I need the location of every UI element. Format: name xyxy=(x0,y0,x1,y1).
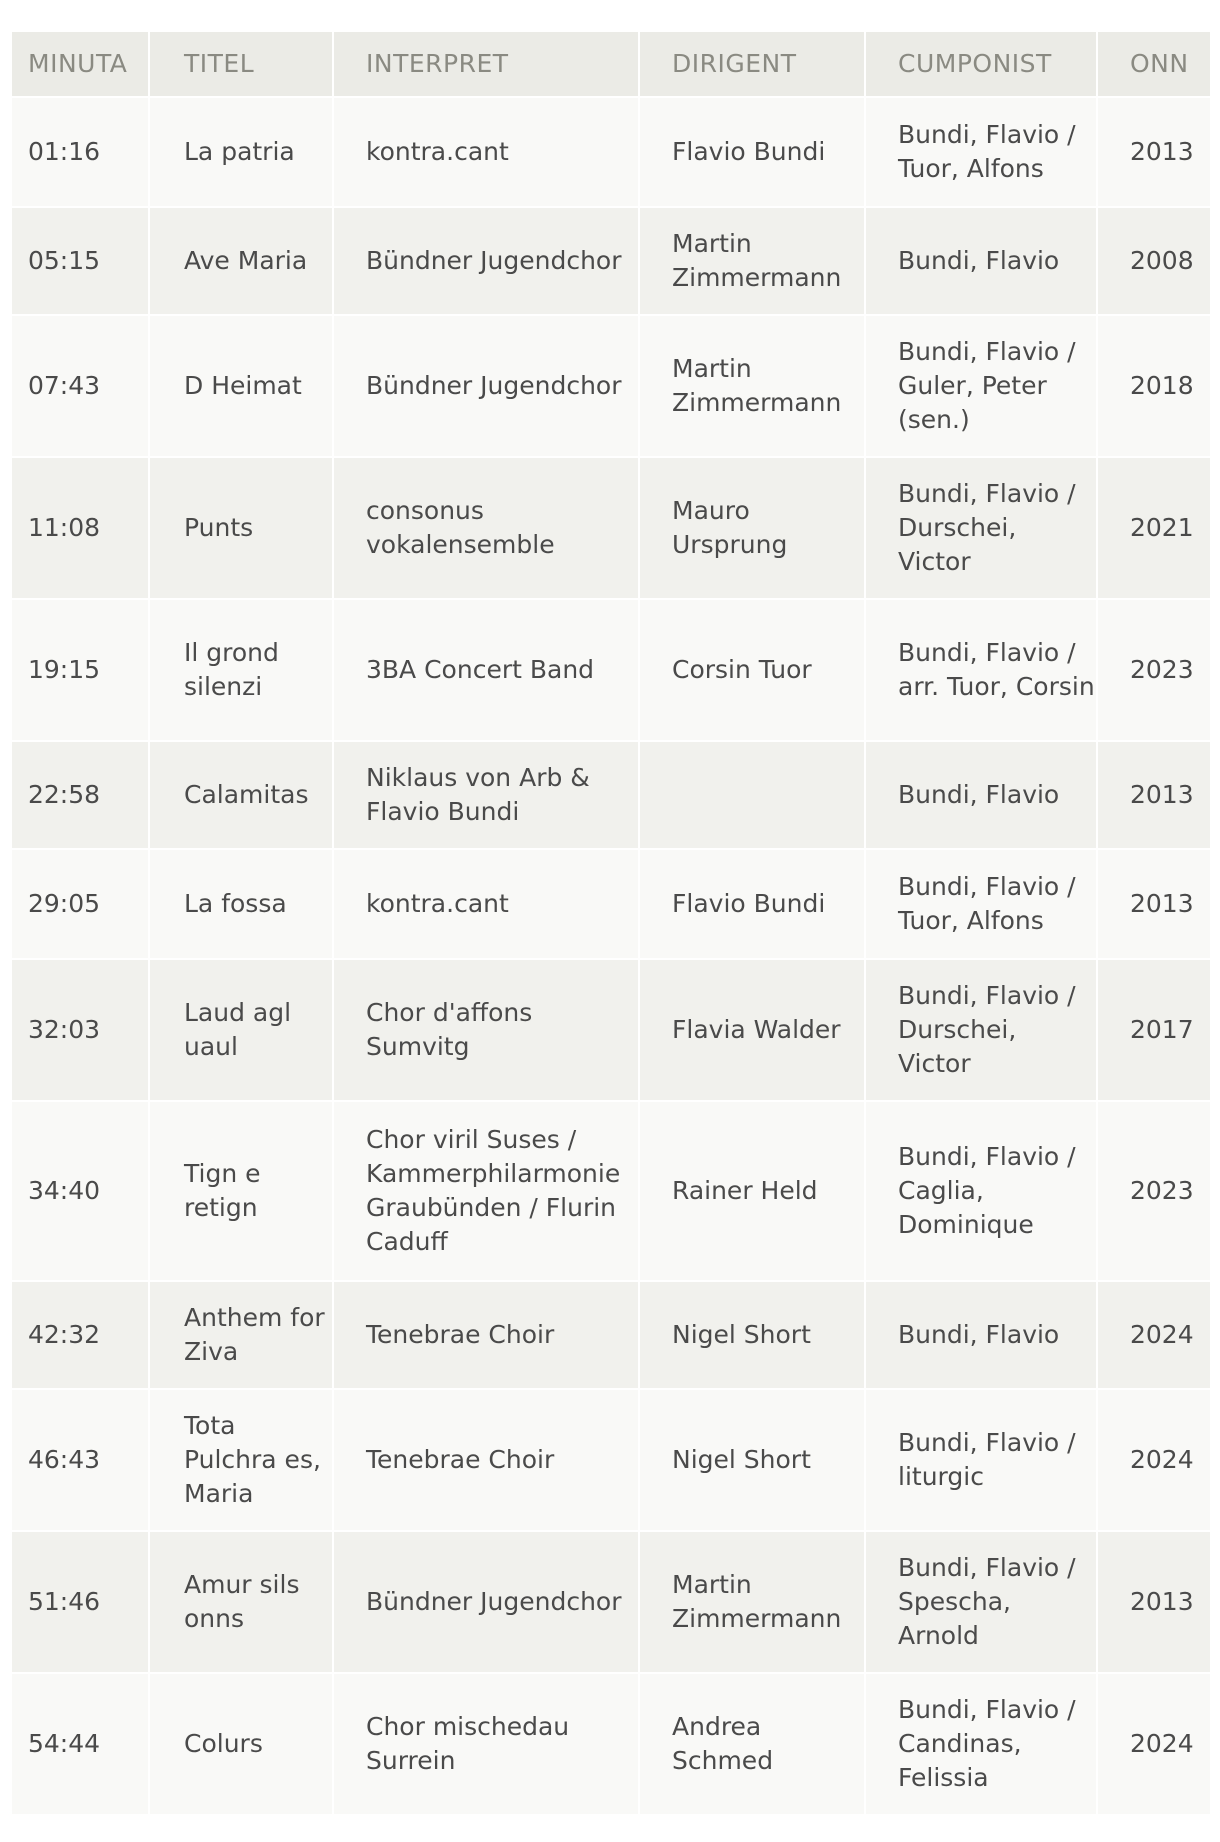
cell-onn: 2024 xyxy=(1098,1390,1210,1530)
table-row xyxy=(12,316,1210,456)
header-onn: ONN xyxy=(1098,32,1210,96)
cell-cumponist: Bundi, Flavio / Tuor, Alfons xyxy=(866,98,1096,206)
cell-titel: La patria xyxy=(150,98,332,206)
cell-dirigent: Andrea Schmed xyxy=(640,1674,864,1814)
cell-dirigent: Rainer Held xyxy=(640,1102,864,1280)
cell-minuta: 29:05 xyxy=(12,850,148,958)
cell-interpret: kontra.cant xyxy=(334,98,638,206)
cell-interpret: Chor viril Suses / Kammerphilarmonie Graubünden / Flurin Caduff xyxy=(334,1102,638,1280)
cell-interpret: kontra.cant xyxy=(334,850,638,958)
cell-cumponist: Bundi, Flavio / Durschei, Victor xyxy=(866,458,1096,598)
cell-minuta: 05:15 xyxy=(12,208,148,314)
cell-titel: Calamitas xyxy=(150,742,332,848)
table-row xyxy=(12,1674,1210,1814)
cell-dirigent: Nigel Short xyxy=(640,1282,864,1388)
cell-interpret: Bündner Jugendchor xyxy=(334,1532,638,1672)
cell-onn: 2013 xyxy=(1098,742,1210,848)
cell-minuta: 19:15 xyxy=(12,600,148,740)
cell-interpret: Niklaus von Arb & Flavio Bundi xyxy=(334,742,638,848)
cell-dirigent: Flavio Bundi xyxy=(640,98,864,206)
cell-dirigent: Nigel Short xyxy=(640,1390,864,1530)
cell-minuta: 46:43 xyxy=(12,1390,148,1530)
cell-cumponist: Bundi, Flavio xyxy=(866,1282,1096,1388)
table-row xyxy=(12,458,1210,598)
table-row xyxy=(12,98,1210,206)
cell-titel: Ave Maria xyxy=(150,208,332,314)
table-row xyxy=(12,208,1210,314)
cell-dirigent: Martin Zimmermann xyxy=(640,208,864,314)
tracklist-container xyxy=(10,30,1208,1816)
cell-interpret: Chor d'affons Sumvitg xyxy=(334,960,638,1100)
cell-minuta: 01:16 xyxy=(12,98,148,206)
tracklist-table xyxy=(10,30,1212,1816)
cell-interpret: Tenebrae Choir xyxy=(334,1390,638,1530)
cell-titel: Laud agl uaul xyxy=(150,960,332,1100)
cell-cumponist: Bundi, Flavio xyxy=(866,208,1096,314)
cell-minuta: 11:08 xyxy=(12,458,148,598)
cell-dirigent: Flavia Walder xyxy=(640,960,864,1100)
cell-titel: Tota Pulchra es, Maria xyxy=(150,1390,332,1530)
cell-titel: Punts xyxy=(150,458,332,598)
cell-dirigent xyxy=(640,742,864,848)
cell-minuta: 32:03 xyxy=(12,960,148,1100)
cell-cumponist: Bundi, Flavio / Spescha, Arnold xyxy=(866,1532,1096,1672)
cell-titel: Anthem for Ziva xyxy=(150,1282,332,1388)
cell-interpret: Chor mischedau Surrein xyxy=(334,1674,638,1814)
cell-onn: 2008 xyxy=(1098,208,1210,314)
header-dirigent: DIRIGENT xyxy=(640,32,864,96)
cell-cumponist: Bundi, Flavio / Tuor, Alfons xyxy=(866,850,1096,958)
cell-cumponist: Bundi, Flavio / liturgic xyxy=(866,1390,1096,1530)
table-row xyxy=(12,1390,1210,1530)
cell-onn: 2021 xyxy=(1098,458,1210,598)
header-minuta: MINUTA xyxy=(12,32,148,96)
cell-minuta: 22:58 xyxy=(12,742,148,848)
cell-titel: Tign e retign xyxy=(150,1102,332,1280)
table-row xyxy=(12,742,1210,848)
cell-dirigent: Flavio Bundi xyxy=(640,850,864,958)
table-header-row xyxy=(12,32,1210,96)
cell-minuta: 07:43 xyxy=(12,316,148,456)
cell-onn: 2018 xyxy=(1098,316,1210,456)
cell-interpret: 3BA Concert Band xyxy=(334,600,638,740)
cell-onn: 2024 xyxy=(1098,1282,1210,1388)
header-cumponist: CUMPONIST xyxy=(866,32,1096,96)
cell-onn: 2017 xyxy=(1098,960,1210,1100)
cell-titel: Il grond silenzi xyxy=(150,600,332,740)
cell-cumponist: Bundi, Flavio / Caglia, Dominique xyxy=(866,1102,1096,1280)
table-row xyxy=(12,850,1210,958)
cell-minuta: 34:40 xyxy=(12,1102,148,1280)
cell-onn: 2013 xyxy=(1098,850,1210,958)
cell-dirigent: Mauro Ursprung xyxy=(640,458,864,598)
table-row xyxy=(12,1102,1210,1280)
table-row xyxy=(12,960,1210,1100)
cell-onn: 2023 xyxy=(1098,1102,1210,1280)
cell-titel: Amur sils onns xyxy=(150,1532,332,1672)
cell-dirigent: Corsin Tuor xyxy=(640,600,864,740)
cell-cumponist: Bundi, Flavio / Durschei, Victor xyxy=(866,960,1096,1100)
cell-dirigent: Martin Zimmermann xyxy=(640,1532,864,1672)
cell-minuta: 51:46 xyxy=(12,1532,148,1672)
cell-onn: 2013 xyxy=(1098,98,1210,206)
cell-minuta: 54:44 xyxy=(12,1674,148,1814)
table-row xyxy=(12,1282,1210,1388)
cell-onn: 2013 xyxy=(1098,1532,1210,1672)
cell-titel: La fossa xyxy=(150,850,332,958)
cell-cumponist: Bundi, Flavio / Guler, Peter (sen.) xyxy=(866,316,1096,456)
cell-interpret: Bündner Jugendchor xyxy=(334,316,638,456)
cell-interpret: Tenebrae Choir xyxy=(334,1282,638,1388)
cell-cumponist: Bundi, Flavio xyxy=(866,742,1096,848)
cell-titel: D Heimat xyxy=(150,316,332,456)
table-row xyxy=(12,600,1210,740)
table-row xyxy=(12,1532,1210,1672)
cell-interpret: Bündner Jugendchor xyxy=(334,208,638,314)
cell-interpret: consonus vokalensemble xyxy=(334,458,638,598)
cell-onn: 2024 xyxy=(1098,1674,1210,1814)
cell-dirigent: Martin Zimmermann xyxy=(640,316,864,456)
cell-cumponist: Bundi, Flavio / arr. Tuor, Corsin xyxy=(866,600,1096,740)
header-titel: TITEL xyxy=(150,32,332,96)
cell-minuta: 42:32 xyxy=(12,1282,148,1388)
cell-onn: 2023 xyxy=(1098,600,1210,740)
cell-titel: Colurs xyxy=(150,1674,332,1814)
cell-cumponist: Bundi, Flavio / Candinas, Felissia xyxy=(866,1674,1096,1814)
header-interpret: INTERPRET xyxy=(334,32,638,96)
